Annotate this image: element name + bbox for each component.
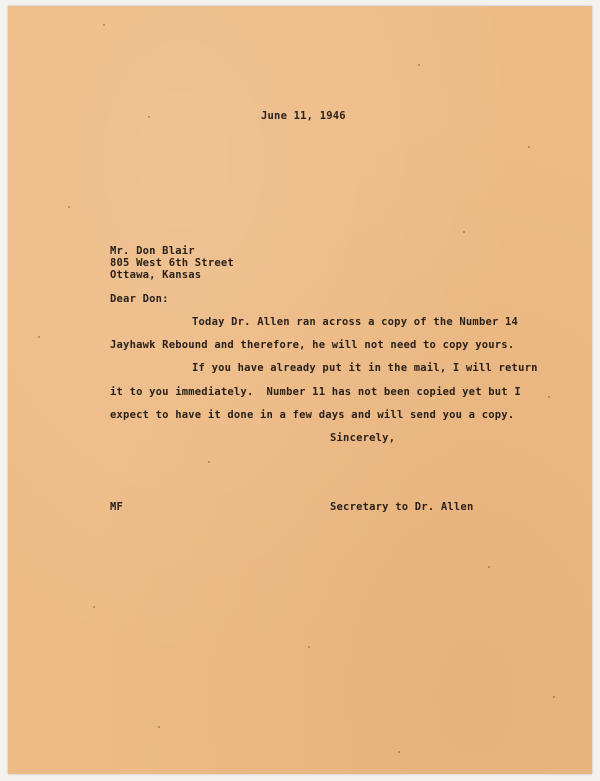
salutation: Dear Don: (110, 293, 169, 305)
letter-date: June 11, 1946 (261, 110, 346, 122)
body-line: Today Dr. Allen ran across a copy of the Number 14 (192, 316, 519, 328)
paper-speck (418, 64, 420, 66)
paper-speck (548, 396, 550, 398)
body-line: If you have already put it in the mail, I will return (192, 362, 538, 374)
typist-initials: MF (110, 501, 124, 513)
paper-speck (553, 696, 555, 698)
letter-page (8, 6, 592, 774)
paper-speck (93, 606, 95, 608)
paper-speck (158, 726, 160, 728)
paper-speck (528, 146, 530, 148)
recipient-street: 805 West 6th Street (110, 257, 234, 269)
paper-speck (38, 336, 40, 338)
body-line: it to you immediately. Number 11 has not been copied yet but I (110, 386, 521, 398)
paper-speck (103, 24, 105, 26)
paper-speck (148, 116, 150, 118)
closing: Sincerely, (330, 432, 396, 444)
recipient-name: Mr. Don Blair (110, 245, 195, 257)
paper-speck (398, 751, 400, 753)
paper-speck (463, 231, 465, 233)
paper-speck (68, 206, 70, 208)
body-line: Jayhawk Rebound and therefore, he will not need to copy yours. (110, 339, 515, 351)
signature-line: Secretary to Dr. Allen (330, 501, 474, 513)
body-line: expect to have it done in a few days and will send you a copy. (110, 409, 515, 421)
paper-speck (308, 646, 310, 648)
recipient-city: Ottawa, Kansas (110, 269, 202, 281)
paper-speck (488, 566, 490, 568)
paper-speck (208, 461, 210, 463)
